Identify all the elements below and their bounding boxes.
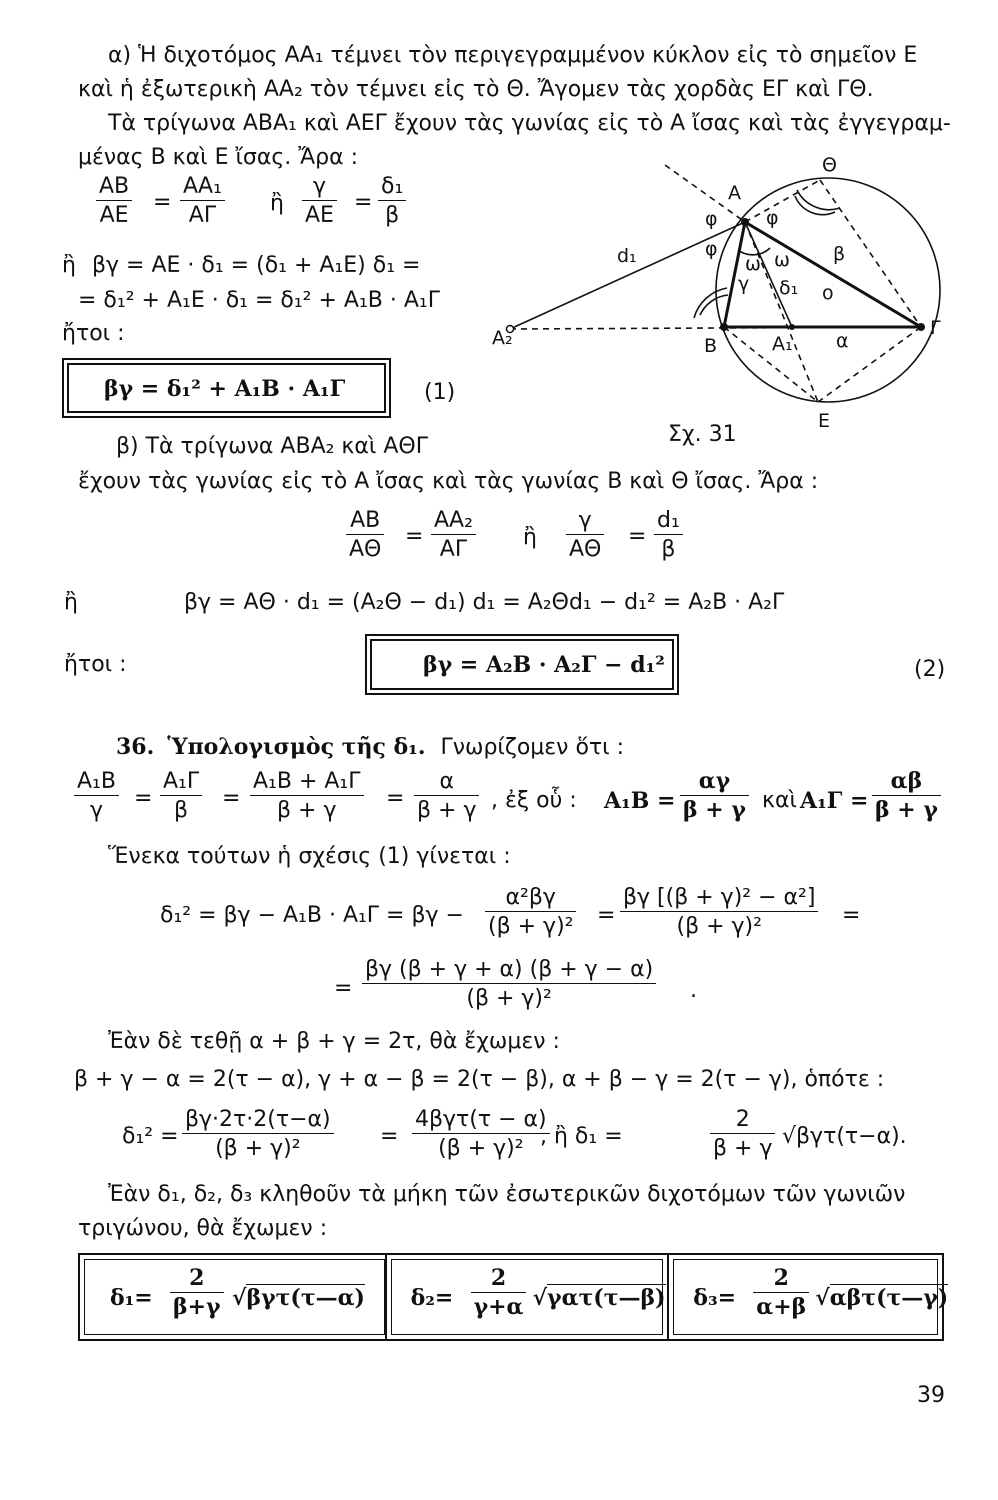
itoi-label: ἤτοι : <box>62 321 125 346</box>
equals-sign: = <box>628 524 647 549</box>
equals-sign: = <box>842 903 861 928</box>
fraction-a2bg: $\frac{\text{α²βγ}}{\text{(β + γ)²}}$ <box>485 886 576 938</box>
whence-word: , ἐξ οὗ : <box>491 788 577 813</box>
fraction-ab-sum: $\frac{\alpha\beta}{\beta + \gamma}$ <box>872 770 941 822</box>
equals-sign: = <box>153 190 172 215</box>
section-title: Ὑπολογισμὸς τῆς δ₁. <box>167 734 426 760</box>
para-b-line2: ἔχουν τὰς γωνίας εἰς τὸ Α ἴσας καὶ τὰς γωνίας Β καὶ Θ ἴσας. Ἄρα : <box>78 469 819 494</box>
label-theta: Θ <box>822 154 837 176</box>
itoi-label-2: ἤτοι : <box>64 652 127 677</box>
table-cell-delta2: δ₂= $\frac{2}{\gamma+\alpha}$ √γατ(τ—β) <box>387 1255 670 1339</box>
or-word: ἢ <box>270 191 284 216</box>
para-a-line1: α) Ἡ διχοτόμος ΑΑ₁ τέμνει τὸν περιγεγραμμένον κύκλον εἰς τὸ σημεῖον Ε <box>108 43 918 68</box>
fraction-d1-b: $\frac{\text{δ₁}}{\beta}$ <box>378 175 406 227</box>
or-word: ἢ <box>64 590 78 615</box>
or-word: ἢ <box>523 525 537 550</box>
table-cell-delta1: δ₁= $\frac{2}{\beta+\gamma}$ √βγτ(τ—α) <box>80 1255 387 1339</box>
equals-sign: = <box>334 976 353 1001</box>
label-a: Α <box>728 182 741 204</box>
equation-tag-2: (2) <box>914 657 946 682</box>
label-gamma: γ <box>738 273 750 295</box>
label-b: Β <box>704 335 718 357</box>
ean-line-1: Ἐὰν δὲ τεθῇ α + β + γ = 2τ, θὰ ἔχωμεν : <box>108 1029 560 1054</box>
delta-sq-lhs: δ₁² = <box>122 1124 179 1149</box>
tau-equations: β + γ − α = 2(τ − α), γ + α − β = 2(τ − β), α + β − γ = 2(τ − γ), ὁπότε : <box>74 1067 885 1092</box>
or-word: ἢ <box>62 253 76 278</box>
para-a-line4: μένας Β καὶ Ε ἴσας. Ἄρα : <box>78 145 359 170</box>
equals-sign: = <box>597 903 616 928</box>
ean-line-2a: Ἐὰν δ₁, δ₂, δ₃ κληθοῦν τὰ μήκη τῶν ἐσωτερικῶν διχοτόμων τῶν γωνιῶν <box>108 1182 906 1207</box>
derivation-lhs: δ₁² = βγ − Α₁Β · Α₁Γ = βγ − <box>160 903 464 928</box>
fraction-a-sum: $\frac{\alpha}{\beta + \gamma}$ <box>414 770 479 822</box>
fraction-ab-ae: $\frac{AB}{AE}$ <box>96 175 132 227</box>
equation-bg-ath: βγ = ΑΘ · d₁ = (Α₂Θ − d₁) d₁ = Α₂Θd₁ − d₁² = Α₂Β · Α₂Γ <box>184 590 785 615</box>
label-phi-1: φ <box>705 208 718 230</box>
fraction-bg-bracket: $\frac{\text{βγ [(β + γ)² − α²]}}{\text{(β + γ)²}}$ <box>620 886 818 938</box>
para-a-line3: Τὰ τρίγωνα ΑΒΑ₁ καὶ ΑΕΓ ἔχουν τὰς γωνίας εἰς τὸ Α ἴσας καὶ τὰς ἐγγεγραμ- <box>108 111 951 136</box>
label-g: Γ <box>930 317 941 339</box>
fraction-bg2t: $\frac{\beta\gamma\cdot 2\tau\cdot 2(\tau-\alpha)}{\text{(β + γ)²}}$ <box>182 1108 334 1160</box>
label-omega-1: ω <box>745 253 761 275</box>
heneka-line: Ἕνεκα τούτων ἡ σχέσις (1) γίνεται : <box>108 844 511 869</box>
fraction-ag-sum: $\frac{\alpha\gamma}{\beta + \gamma}$ <box>680 770 749 822</box>
label-a2: Α₂ <box>492 327 513 349</box>
equation-tag-1: (1) <box>424 380 456 405</box>
delta-mid: , ἢ δ₁ = <box>540 1124 623 1149</box>
label-a1: Α₁ <box>772 333 793 355</box>
boxed-equation-2-text: βγ = Α₂Β · Α₂Γ − d₁² <box>423 652 665 678</box>
fraction-bg-product: $\frac{\beta\gamma (\beta + \gamma + \alpha) (\beta + \gamma - \alpha)}{\text{(β + γ)²}}$ <box>362 958 656 1010</box>
fraction-g-ath: $\frac{\gamma}{A\Theta}$ <box>566 509 604 561</box>
a1g-lhs: Α₁Γ = <box>800 788 869 814</box>
geometry-figure <box>490 140 970 440</box>
section-number: 36. Ὑπολογισμὸς τῆς δ₁. Γνωρίζομεν ὅτι : <box>116 734 625 760</box>
boxed-equation-1-text: βγ = δ₁² + Α₁Β · Α₁Γ <box>104 376 346 402</box>
fraction-aa1-ag: $\frac{\text{ΑΑ₁}}{A\Gamma}$ <box>180 175 225 227</box>
label-circle-center: ο <box>822 282 834 304</box>
equals-sign: = <box>380 1124 399 1149</box>
boxed-equation-2 <box>365 634 679 695</box>
para-a-line2: καὶ ἡ ἐξωτερικὴ ΑΑ₂ τὸν τέμνει εἰς τὸ Θ. Ἄγομεν τὰς χορδὰς ΕΓ καὶ ΓΘ. <box>78 77 874 102</box>
label-d1: d₁ <box>617 245 637 267</box>
fraction-a1b-g: $\frac{\text{Α₁Β}}{\gamma}$ <box>74 770 119 822</box>
equals-sign: = <box>354 190 373 215</box>
label-omega-2: ω <box>774 249 790 271</box>
a1b-lhs: Α₁Β = <box>604 788 676 814</box>
section-lead: Γνωρίζομεν ὅτι : <box>440 735 625 760</box>
table-cell-delta3: δ₃= $\frac{2}{\alpha+\beta}$ √αβτ(τ—γ) <box>669 1255 942 1339</box>
fraction-ab-ath: $\frac{AB}{A\Theta}$ <box>346 509 384 561</box>
label-e: Ε <box>818 410 831 432</box>
figure-caption: Σχ. 31 <box>668 422 737 447</box>
fraction-a1g-b: $\frac{\text{Α₁Γ}}{\beta}$ <box>160 770 202 822</box>
equals-sign: = <box>386 786 405 811</box>
equals-sign: = <box>222 786 241 811</box>
period: . <box>690 978 697 1003</box>
para-b-line1: β) Τὰ τρίγωνα ΑΒΑ₂ καὶ ΑΘΓ <box>116 434 428 459</box>
and-word: καὶ <box>762 788 797 813</box>
equation-bg-1: βγ = ΑΕ · δ₁ = (δ₁ + Α₁Ε) δ₁ = <box>92 253 421 278</box>
label-beta: β <box>833 243 846 265</box>
fraction-aa2-ag: $\frac{\text{ΑΑ₂}}{A\Gamma}$ <box>431 509 476 561</box>
equation-bg-2: = δ₁² + Α₁Ε · δ₁ = δ₁² + Α₁Β · Α₁Γ <box>78 288 440 313</box>
label-delta1: δ₁ <box>779 277 799 299</box>
equals-sign: = <box>405 524 424 549</box>
bisector-formula-table <box>78 1253 949 1341</box>
fraction-4bgt: 4βγτ(τ − α) (β + γ)² <box>412 1108 550 1160</box>
equals-sign: = <box>134 786 153 811</box>
radical-expression: √βγτ(τ−α). <box>782 1124 907 1149</box>
fraction-g-ae: $\frac{\gamma}{AE}$ <box>302 175 337 227</box>
label-phi-3: φ <box>766 207 779 229</box>
label-alpha: α <box>836 330 849 352</box>
label-phi-2: φ <box>705 238 718 260</box>
fraction-d1-b-2: $\frac{\text{d₁}}{\beta}$ <box>654 509 683 561</box>
boxed-equation-1 <box>62 358 391 418</box>
ean-line-2b: τριγώνου, θὰ ἔχωμεν : <box>78 1216 328 1241</box>
fraction-sum-sum: $\frac{\text{Α₁Β + Α₁Γ}}{\beta + \gamma}$ <box>250 770 364 822</box>
fraction-2-sum: $\frac{2}{\beta + \gamma}$ <box>710 1108 775 1160</box>
page-number: 39 <box>917 1383 945 1408</box>
